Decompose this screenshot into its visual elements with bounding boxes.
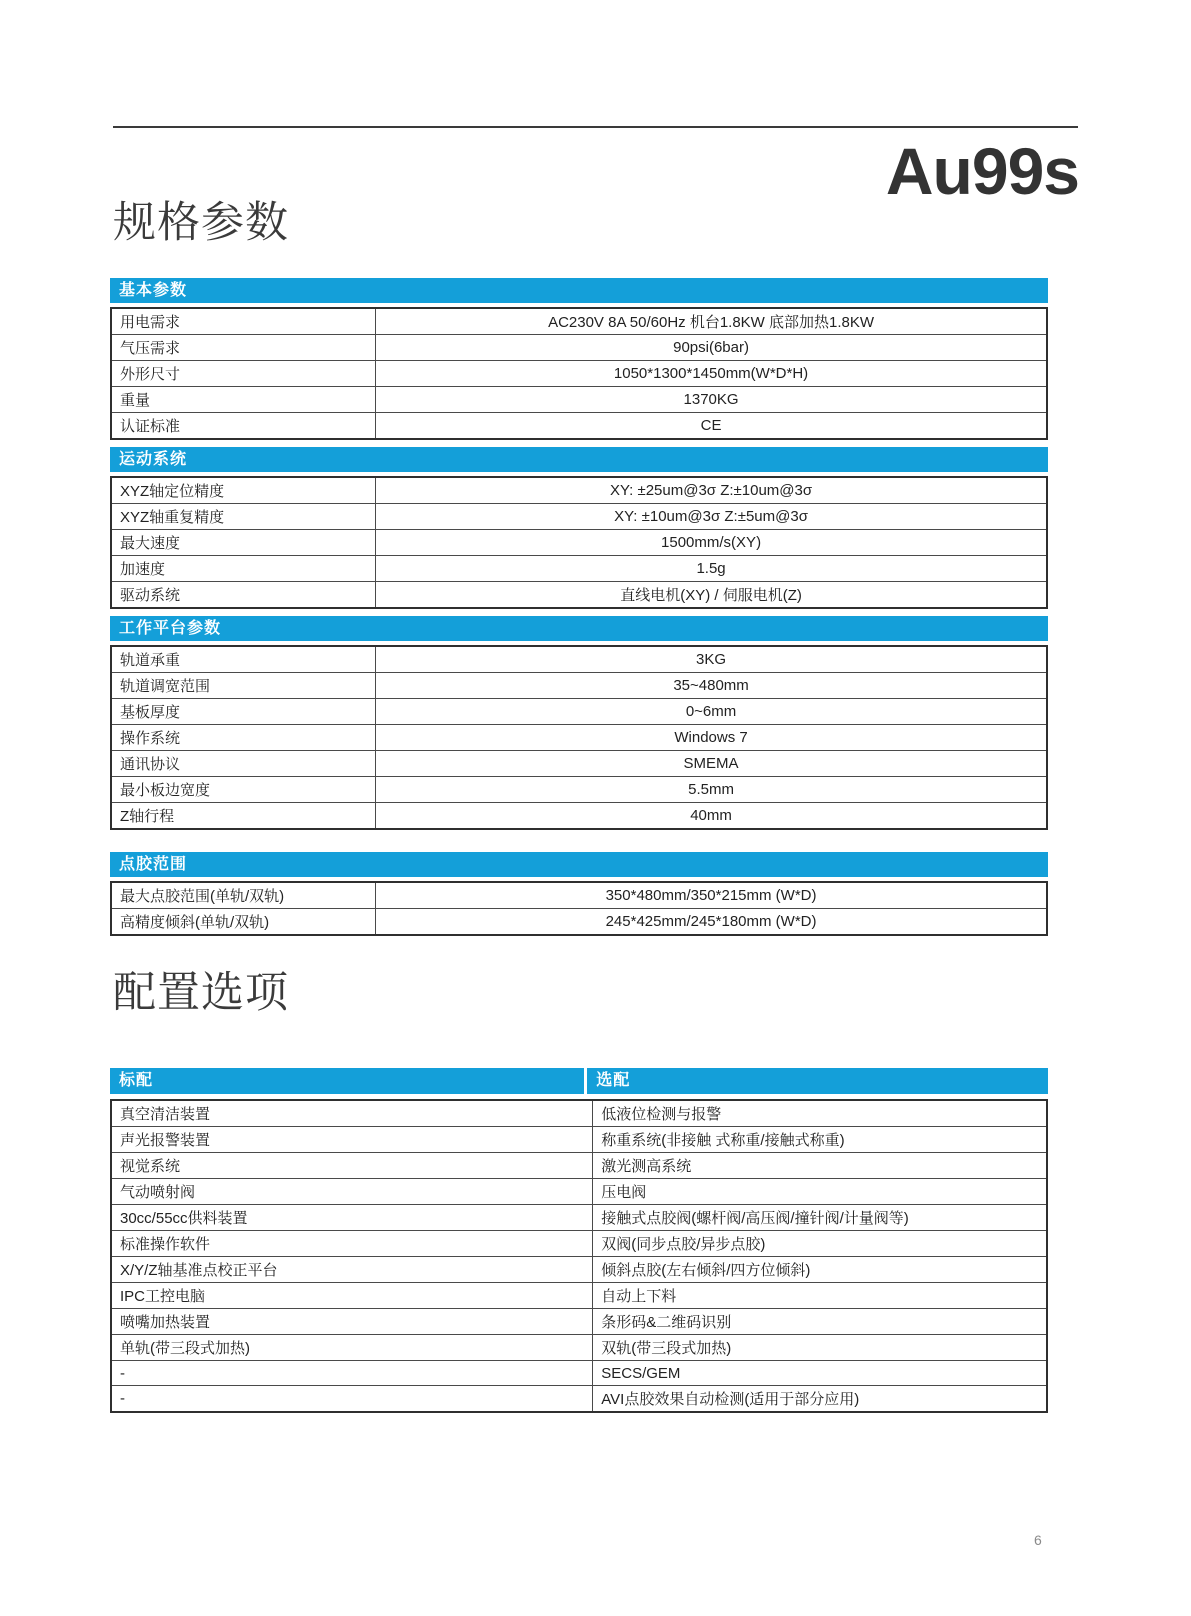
table-row bbox=[111, 777, 1047, 803]
config-optional-cell: 双阀(同步点胶/异步点胶) bbox=[593, 1231, 1047, 1257]
table-row bbox=[111, 882, 1047, 909]
spec-value: 1370KG bbox=[376, 387, 1047, 413]
config-optional-cell: 激光测高系统 bbox=[593, 1153, 1047, 1179]
table-row bbox=[111, 646, 1047, 673]
table-row bbox=[111, 530, 1047, 556]
table-row bbox=[111, 803, 1047, 830]
config-optional-cell: 称重系统(非接触 式称重/接触式称重) bbox=[593, 1127, 1047, 1153]
spec-value: 350*480mm/350*215mm (W*D) bbox=[376, 882, 1047, 909]
config-standard-cell: 视觉系统 bbox=[111, 1153, 593, 1179]
spec-table-basic bbox=[110, 307, 1048, 440]
table-row bbox=[111, 413, 1047, 440]
page-number: 6 bbox=[1034, 1532, 1042, 1548]
spec-value: 1050*1300*1450mm(W*D*H) bbox=[376, 361, 1047, 387]
spec-value: 35~480mm bbox=[376, 673, 1047, 699]
spec-label: 轨道调宽范围 bbox=[111, 673, 376, 699]
spec-value: 3KG bbox=[376, 646, 1047, 673]
spec-value: CE bbox=[376, 413, 1047, 440]
spec-section-platform bbox=[110, 616, 1048, 830]
config-optional-cell: 倾斜点胶(左右倾斜/四方位倾斜) bbox=[593, 1257, 1047, 1283]
table-row bbox=[111, 308, 1047, 335]
table-row bbox=[111, 909, 1047, 936]
spec-value: 1500mm/s(XY) bbox=[376, 530, 1047, 556]
spec-label: 轨道承重 bbox=[111, 646, 376, 673]
section-title-configuration: 配置选项 bbox=[113, 969, 289, 1017]
spec-value: 直线电机(XY) / 伺服电机(Z) bbox=[376, 582, 1047, 609]
spec-value: 40mm bbox=[376, 803, 1047, 830]
config-standard-cell: 气动喷射阀 bbox=[111, 1179, 593, 1205]
spec-label: 通讯协议 bbox=[111, 751, 376, 777]
spec-label: XYZ轴重复精度 bbox=[111, 504, 376, 530]
spec-tables-block bbox=[110, 278, 1048, 943]
table-row bbox=[111, 556, 1047, 582]
spec-value: 90psi(6bar) bbox=[376, 335, 1047, 361]
spec-value: 5.5mm bbox=[376, 777, 1047, 803]
spec-value: Windows 7 bbox=[376, 725, 1047, 751]
table-row bbox=[111, 1153, 1047, 1179]
config-standard-cell: 30cc/55cc供料装置 bbox=[111, 1205, 593, 1231]
config-optional-cell: 双轨(带三段式加热) bbox=[593, 1335, 1047, 1361]
spec-label: 认证标准 bbox=[111, 413, 376, 440]
table-row bbox=[111, 1283, 1047, 1309]
table-row bbox=[111, 1127, 1047, 1153]
table-header-bar: 基本参数 bbox=[110, 278, 1048, 303]
spec-label: 最大点胶范围(单轨/双轨) bbox=[111, 882, 376, 909]
table-header-bar: 点胶范围 bbox=[110, 852, 1048, 877]
spec-value: XY: ±10um@3σ Z:±5um@3σ bbox=[376, 504, 1047, 530]
table-row bbox=[111, 1100, 1047, 1127]
spec-value: SMEMA bbox=[376, 751, 1047, 777]
config-standard-cell: 标准操作软件 bbox=[111, 1231, 593, 1257]
spec-label: 加速度 bbox=[111, 556, 376, 582]
table-row bbox=[111, 1231, 1047, 1257]
table-row bbox=[111, 699, 1047, 725]
spec-label: 操作系统 bbox=[111, 725, 376, 751]
spec-label: 基板厚度 bbox=[111, 699, 376, 725]
table-row bbox=[111, 504, 1047, 530]
config-column-optional: 选配 bbox=[587, 1068, 1048, 1094]
spec-table-dispense-range bbox=[110, 881, 1048, 936]
table-row bbox=[111, 1179, 1047, 1205]
section-title-specifications: 规格参数 bbox=[113, 199, 289, 247]
table-row bbox=[111, 1335, 1047, 1361]
spec-label: 最大速度 bbox=[111, 530, 376, 556]
spec-label: 最小板边宽度 bbox=[111, 777, 376, 803]
config-standard-cell: 真空清洁装置 bbox=[111, 1100, 593, 1127]
spec-value: 1.5g bbox=[376, 556, 1047, 582]
spec-label: Z轴行程 bbox=[111, 803, 376, 830]
table-header-bar: 运动系统 bbox=[110, 447, 1048, 472]
config-column-standard: 标配 bbox=[110, 1068, 584, 1094]
table-row bbox=[111, 582, 1047, 609]
spec-section-basic bbox=[110, 278, 1048, 440]
spec-section-motion bbox=[110, 447, 1048, 609]
table-row bbox=[111, 477, 1047, 504]
table-row bbox=[111, 1361, 1047, 1386]
spec-value: 0~6mm bbox=[376, 699, 1047, 725]
table-row bbox=[111, 361, 1047, 387]
config-optional-cell: 自动上下料 bbox=[593, 1283, 1047, 1309]
config-standard-cell: 声光报警装置 bbox=[111, 1127, 593, 1153]
spec-table-motion bbox=[110, 476, 1048, 609]
config-header-row bbox=[110, 1068, 1048, 1094]
table-row bbox=[111, 725, 1047, 751]
spec-label: 外形尺寸 bbox=[111, 361, 376, 387]
table-row bbox=[111, 1309, 1047, 1335]
spec-value: AC230V 8A 50/60Hz 机台1.8KW 底部加热1.8KW bbox=[376, 308, 1047, 335]
table-row bbox=[111, 335, 1047, 361]
config-optional-cell: 低液位检测与报警 bbox=[593, 1100, 1047, 1127]
config-table bbox=[110, 1099, 1048, 1413]
spec-label: XYZ轴定位精度 bbox=[111, 477, 376, 504]
table-row bbox=[111, 387, 1047, 413]
table-row bbox=[111, 1257, 1047, 1283]
config-optional-cell: 压电阀 bbox=[593, 1179, 1047, 1205]
table-row bbox=[111, 1386, 1047, 1413]
config-standard-cell: - bbox=[111, 1361, 593, 1386]
table-header-bar: 工作平台参数 bbox=[110, 616, 1048, 641]
config-standard-cell: 喷嘴加热装置 bbox=[111, 1309, 593, 1335]
table-row bbox=[111, 751, 1047, 777]
product-title: Au99s bbox=[885, 134, 1079, 208]
config-optional-cell: 接触式点胶阀(螺杆阀/高压阀/撞针阀/计量阀等) bbox=[593, 1205, 1047, 1231]
config-standard-cell: 单轨(带三段式加热) bbox=[111, 1335, 593, 1361]
config-standard-cell: IPC工控电脑 bbox=[111, 1283, 593, 1309]
spec-label: 气压需求 bbox=[111, 335, 376, 361]
spec-label: 驱动系统 bbox=[111, 582, 376, 609]
spec-label: 用电需求 bbox=[111, 308, 376, 335]
table-row bbox=[111, 1205, 1047, 1231]
spec-label: 高精度倾斜(单轨/双轨) bbox=[111, 909, 376, 936]
spec-value: XY: ±25um@3σ Z:±10um@3σ bbox=[376, 477, 1047, 504]
config-standard-cell: X/Y/Z轴基准点校正平台 bbox=[111, 1257, 593, 1283]
table-row bbox=[111, 673, 1047, 699]
config-optional-cell: AVI点胶效果自动检测(适用于部分应用) bbox=[593, 1386, 1047, 1413]
config-standard-cell: - bbox=[111, 1386, 593, 1413]
spec-section-dispense-range bbox=[110, 852, 1048, 936]
spec-label: 重量 bbox=[111, 387, 376, 413]
config-optional-cell: 条形码&二维码识别 bbox=[593, 1309, 1047, 1335]
config-optional-cell: SECS/GEM bbox=[593, 1361, 1047, 1386]
spec-table-platform bbox=[110, 645, 1048, 830]
config-table-block bbox=[110, 1068, 1048, 1413]
spec-value: 245*425mm/245*180mm (W*D) bbox=[376, 909, 1047, 936]
top-rule-divider bbox=[113, 126, 1078, 128]
